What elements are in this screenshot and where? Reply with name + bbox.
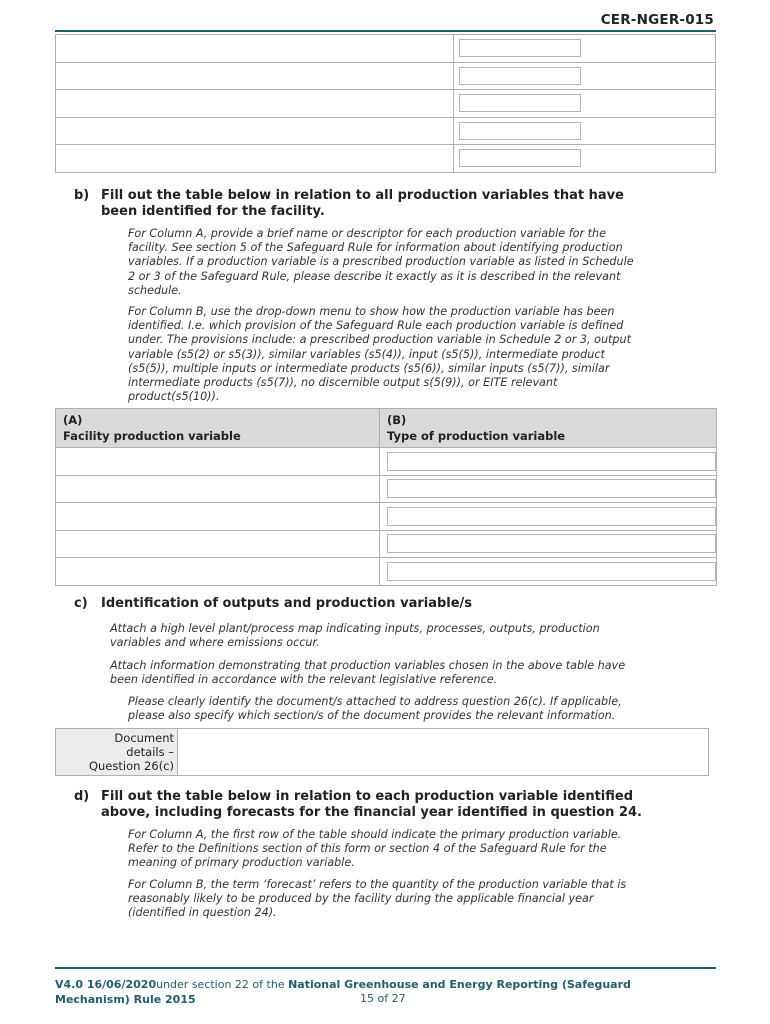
table-row: [56, 729, 709, 776]
type-dropdown[interactable]: [387, 534, 716, 553]
production-variable-cell[interactable]: [56, 448, 380, 476]
bullet-item: [128, 305, 718, 404]
footer-divider: [55, 967, 716, 969]
bullet-line: please also specify which section/s of the document provides the relevant information.: [128, 709, 616, 723]
table-row: [56, 530, 717, 558]
type-dropdown[interactable]: [387, 452, 716, 471]
input-field[interactable]: [459, 39, 581, 57]
document-details-label: [56, 729, 178, 776]
bullet-line: intermediate products (s5(7)), no discernible output s(5(9)), or EITE relevant: [128, 376, 558, 390]
text-cell[interactable]: [56, 117, 454, 145]
bullet-line: For Column A, provide a brief name or descriptor for each production variable for the: [128, 227, 607, 240]
bullet-line: For Column B, the term ‘forecast’ refers to the quantity of the production variable that is: [128, 878, 627, 891]
column-b-header: [380, 409, 717, 448]
text-cell[interactable]: [56, 35, 454, 63]
section-title-line: above, including forecasts for the financial year identified in question 24.: [101, 805, 642, 820]
table-row: [56, 448, 717, 476]
continued-table: [55, 34, 716, 173]
type-cell: [380, 558, 717, 586]
input-cell: [454, 62, 716, 90]
section-title-line: Fill out the table below in relation to all production variables that have: [101, 188, 624, 203]
production-variable-cell[interactable]: [56, 475, 380, 503]
bullet-line: (s5(5)), multiple inputs or intermediate products (s5(6)), similar inputs (s5(7)), similar: [128, 361, 610, 375]
footer-act-title-cont: Mechanism) Rule 2015: [55, 993, 196, 1006]
label-line: details –: [126, 745, 174, 759]
footer-under: under section 22 of the: [156, 978, 289, 991]
page-number: 15 of 27: [360, 992, 406, 1005]
document-details-table: [55, 728, 709, 776]
bullet-line: under. The provisions include: a prescribed production variable in Schedule 2 or 3, output: [128, 333, 632, 347]
table-row: [56, 35, 716, 63]
bullet-line: For Column B, use the drop-down menu to show how the production variable has been: [128, 305, 615, 318]
input-cell: [454, 90, 716, 118]
production-variable-cell[interactable]: [56, 530, 380, 558]
type-cell: [380, 503, 717, 531]
type-dropdown[interactable]: [387, 507, 716, 526]
input-field[interactable]: [459, 94, 581, 112]
bullet-item: [128, 227, 718, 298]
header-divider: [55, 30, 716, 32]
bullet-line: been identified in accordance with the relevant legislative reference.: [110, 673, 498, 687]
bullet-line: Please clearly identify the document/s attached to address question 26(c). If applicable,: [128, 695, 622, 708]
table-row: [56, 90, 716, 118]
table-row: [56, 62, 716, 90]
production-variable-table: [55, 408, 717, 586]
table-row: [56, 558, 717, 586]
section-title: Identification of outputs and production variable/s: [101, 596, 473, 611]
bullet-line: variable (s5(2) or s5(3)), similar variables (s5(4)), input (s5(5)), intermediate product: [128, 347, 605, 361]
table-row: [56, 503, 717, 531]
bullet-line: meaning of primary production variable.: [128, 856, 355, 870]
input-cell: [454, 117, 716, 145]
bullet-line: Refer to the Definitions section of this form or section 4 of the Safeguard Rule for the: [128, 842, 607, 856]
bullet-line: product(s5(10)).: [128, 390, 220, 404]
input-cell: [454, 145, 716, 173]
column-letter: (B): [387, 413, 407, 427]
table-header-row: [56, 409, 717, 448]
bullet-line: For Column A, the first row of the table should indicate the primary production variable.: [128, 828, 622, 841]
table-row: [56, 145, 716, 173]
bullet-line: schedule.: [128, 283, 182, 297]
bullet-line: identified. I.e. which provision of the Safeguard Rule each production variable is defined: [128, 319, 624, 333]
input-field[interactable]: [459, 149, 581, 167]
document-details-input[interactable]: [178, 729, 709, 776]
column-a-header: [56, 409, 380, 448]
bullet-line: Attach information demonstrating that production variables chosen in the above table have: [110, 659, 626, 672]
column-title: Type of production variable: [387, 429, 566, 443]
section-b-heading: [74, 188, 714, 222]
table-row: [56, 117, 716, 145]
bullet-line: facility. See section 5 of the Safeguard Rule for information about identifying production: [128, 241, 623, 255]
section-letter: b): [74, 188, 90, 203]
footer-act-title: National Greenhouse and Energy Reporting (Safeguard: [288, 978, 631, 991]
bullet-item: [110, 659, 715, 687]
type-dropdown[interactable]: [387, 562, 716, 581]
table-row: [56, 475, 717, 503]
footer-version: V4.0 16/06/2020: [55, 978, 157, 991]
bullet-line: (identified in question 24).: [128, 906, 277, 920]
bullet-line: variables and where emissions occur.: [110, 636, 320, 650]
bullet-item: [110, 622, 715, 650]
input-cell: [454, 35, 716, 63]
section-letter: c): [74, 596, 88, 611]
section-letter: d): [74, 789, 90, 804]
bullet-item: [128, 828, 718, 871]
type-cell: [380, 448, 717, 476]
form-code: CER-NGER-015: [600, 12, 714, 28]
input-field[interactable]: [459, 122, 581, 140]
bullet-item: [128, 878, 718, 921]
column-letter: (A): [63, 413, 83, 427]
text-cell[interactable]: [56, 90, 454, 118]
label-line: Document: [114, 731, 174, 745]
production-variable-cell[interactable]: [56, 558, 380, 586]
section-title-line: Fill out the table below in relation to each production variable identified: [101, 789, 634, 804]
text-cell[interactable]: [56, 62, 454, 90]
section-title-line: been identified for the facility.: [101, 204, 325, 219]
bullet-line: variables. If a production variable is a prescribed production variable as listed in Schedule: [128, 255, 634, 269]
bullet-line: 2 or 3 of the Safeguard Rule, please describe it exactly as it is described in the relevant: [128, 269, 621, 283]
type-cell: [380, 530, 717, 558]
production-variable-cell[interactable]: [56, 503, 380, 531]
section-c-heading: [74, 596, 714, 614]
bullet-line: reasonably likely to be produced by the facility during the applicable financial year: [128, 892, 594, 906]
bullet-line: Attach a high level plant/process map indicating inputs, processes, outputs, production: [110, 622, 600, 635]
column-title: Facility production variable: [63, 429, 241, 443]
type-dropdown[interactable]: [387, 479, 716, 498]
section-d-heading: [74, 789, 714, 823]
label-line: Question 26(c): [88, 759, 174, 773]
input-field[interactable]: [459, 67, 581, 85]
text-cell[interactable]: [56, 145, 454, 173]
type-cell: [380, 475, 717, 503]
sub-bullet-item: [128, 695, 718, 723]
